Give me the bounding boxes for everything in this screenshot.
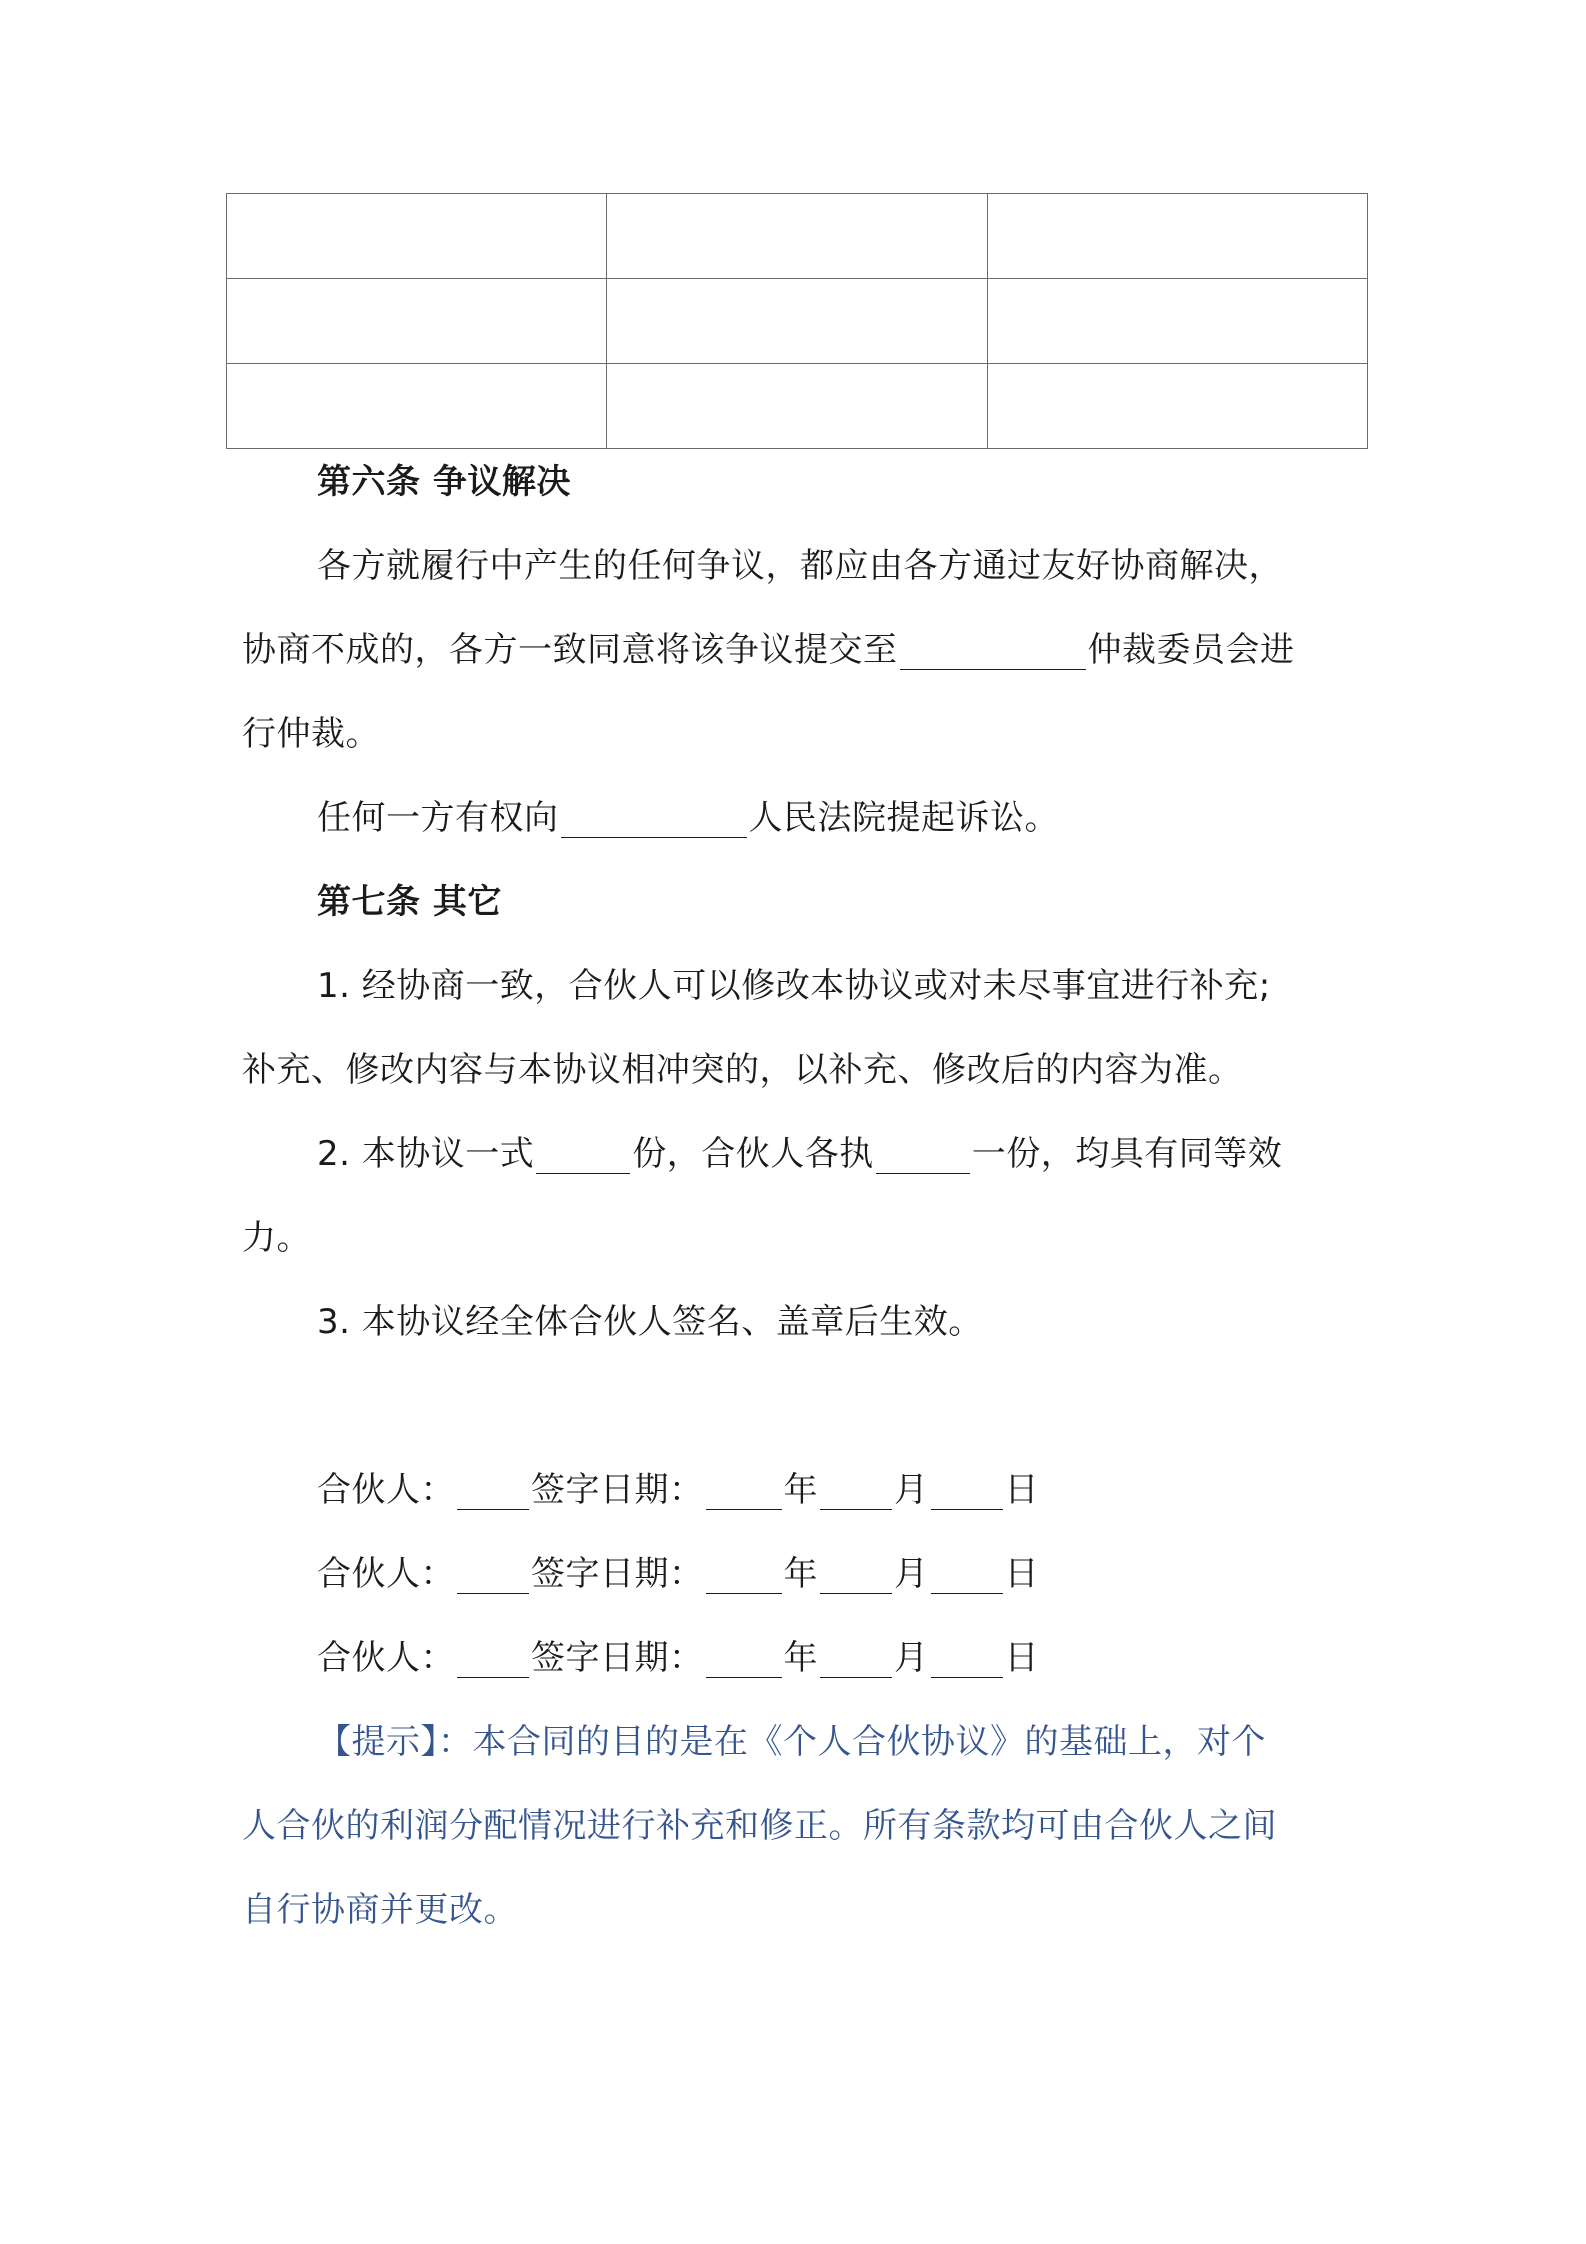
partner-name-blank [457, 1559, 529, 1594]
article7-item1-line1: 1. 经协商一致，合伙人可以修改本协议或对未尽事宜进行补充; [317, 966, 1271, 1006]
tip-line2: 人合伙的利润分配情况进行补充和修正。所有条款均可由合伙人之间 [242, 1806, 1277, 1846]
table-cell [987, 364, 1367, 449]
article7-text: 一份，均具有同等效 [971, 1134, 1283, 1174]
table-cell [607, 194, 987, 279]
partner-label: 合伙人： [317, 1554, 455, 1594]
month-blank [820, 1475, 892, 1510]
article6-text: 仲裁委员会进 [1087, 630, 1295, 670]
table-row [227, 364, 1368, 449]
tip-line3: 自行协商并更改。 [242, 1890, 518, 1930]
article7-text: 份，合伙人各执 [632, 1134, 874, 1174]
article6-text: 任何一方有权向 [317, 798, 559, 838]
date-label: 签字日期： [531, 1470, 704, 1510]
article6-paragraph1-line3: 行仲裁。 [242, 714, 380, 754]
year-label: 年 [783, 1554, 818, 1594]
day-blank [931, 1559, 1003, 1594]
year-blank [706, 1643, 782, 1678]
partner-name-blank [457, 1643, 529, 1678]
article7-heading: 第七条 其它 [317, 882, 502, 922]
article6-text: 协商不成的，各方一致同意将该争议提交至 [242, 630, 898, 670]
table-cell [607, 279, 987, 364]
table-cell [227, 364, 607, 449]
arbitration-commission-blank [900, 635, 1086, 670]
signature-row [317, 1470, 1039, 1510]
month-blank [820, 1559, 892, 1594]
article7-item2-line1 [317, 1134, 1282, 1174]
partner-label: 合伙人： [317, 1638, 455, 1678]
year-blank [706, 1559, 782, 1594]
month-label: 月 [894, 1470, 929, 1510]
date-label: 签字日期： [531, 1638, 704, 1678]
month-label: 月 [894, 1638, 929, 1678]
table-cell [607, 364, 987, 449]
day-blank [931, 1643, 1003, 1678]
day-label: 日 [1004, 1554, 1039, 1594]
table-cell [227, 279, 607, 364]
article7-text: 2. 本协议一式 [317, 1134, 535, 1174]
year-label: 年 [783, 1470, 818, 1510]
year-label: 年 [783, 1638, 818, 1678]
empty-table [226, 193, 1368, 449]
article6-paragraph1-line1: 各方就履行中产生的任何争议，都应由各方通过友好协商解决， [317, 546, 1283, 586]
article7-item3: 3. 本协议经全体合伙人签名、盖章后生效。 [317, 1302, 983, 1342]
signature-row [317, 1638, 1039, 1678]
signature-row [317, 1554, 1039, 1594]
day-label: 日 [1004, 1638, 1039, 1678]
article7-item2-line2: 力。 [242, 1218, 311, 1258]
article6-heading: 第六条 争议解决 [317, 462, 571, 502]
partner-copies-blank [876, 1139, 970, 1174]
day-label: 日 [1004, 1470, 1039, 1510]
article7-item1-line2: 补充、修改内容与本协议相冲突的，以补充、修改后的内容为准。 [242, 1050, 1243, 1090]
year-blank [706, 1475, 782, 1510]
court-blank [561, 803, 747, 838]
day-blank [931, 1475, 1003, 1510]
article6-paragraph1-line2 [242, 630, 1295, 670]
tip-line1: 【提示】：本合同的目的是在《个人合伙协议》的基础上，对个 [317, 1722, 1266, 1762]
table-row [227, 279, 1368, 364]
copies-blank [536, 1139, 630, 1174]
date-label: 签字日期： [531, 1554, 704, 1594]
article6-paragraph2 [317, 798, 1059, 838]
month-label: 月 [894, 1554, 929, 1594]
table-row [227, 194, 1368, 279]
partner-name-blank [457, 1475, 529, 1510]
month-blank [820, 1643, 892, 1678]
table-cell [987, 279, 1367, 364]
table-cell [227, 194, 607, 279]
table-cell [987, 194, 1367, 279]
article6-text: 人民法院提起诉讼。 [748, 798, 1059, 838]
partner-label: 合伙人： [317, 1470, 455, 1510]
